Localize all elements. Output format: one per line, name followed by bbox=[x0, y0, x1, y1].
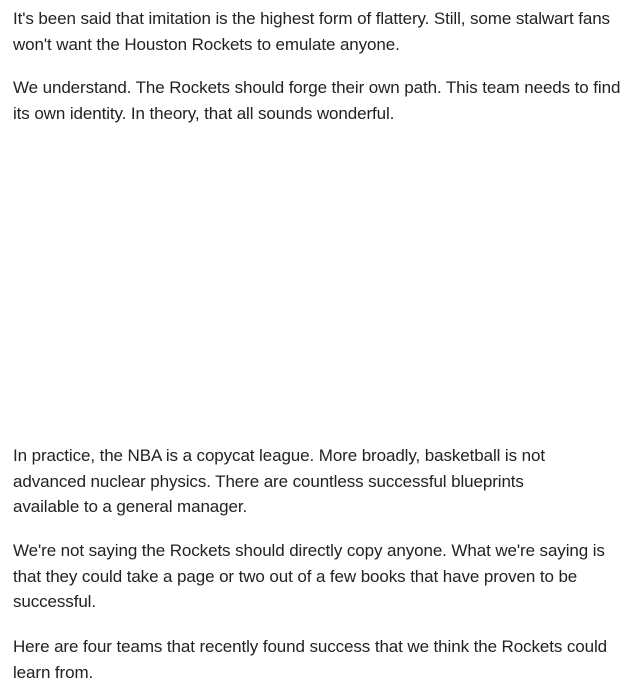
paragraph-1: It's been said that imitation is the highest form of flattery. Still, some stalwart fans won't want the Houston Rockets to emulate anyone. bbox=[13, 9, 610, 54]
paragraph-5: Here are four teams that recently found success that we think the Rockets could learn from. bbox=[13, 637, 608, 682]
paragraph-2: We understand. The Rockets should forge their own path. This team needs to find its own identity. In theory, that all sounds wonderful. bbox=[13, 78, 621, 123]
embedded-media-placeholder bbox=[13, 140, 628, 430]
paragraph-3: In practice, the NBA is a copycat league. More broadly, basketball is not advanced nuclear physics. There are countless successful blueprints available to a general manager. bbox=[13, 446, 545, 516]
paragraph-4: We're not saying the Rockets should directly copy anyone. What we're saying is that they could take a page or two out of a few books that have proven to be successful. bbox=[13, 541, 605, 611]
